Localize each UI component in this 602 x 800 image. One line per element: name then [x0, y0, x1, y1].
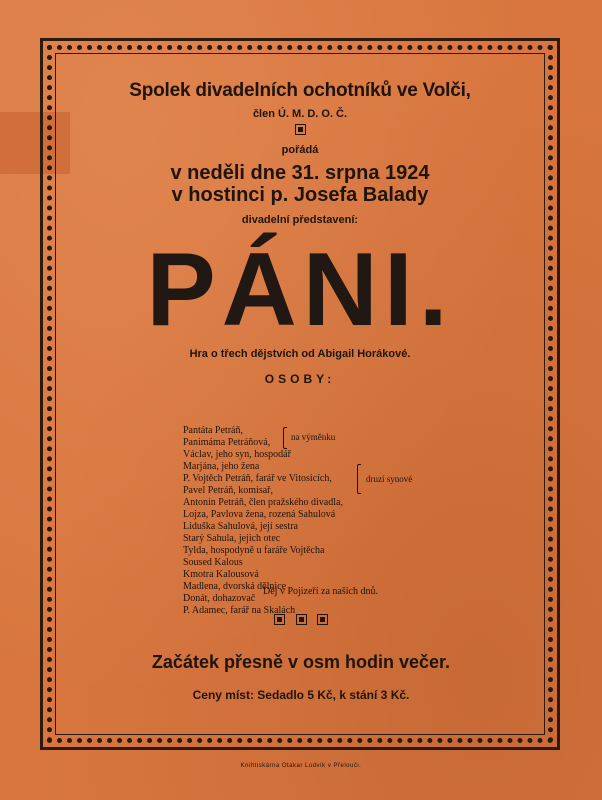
presents-line: pořádá — [281, 144, 319, 156]
cast-item: Donát, dohazovač — [183, 593, 256, 604]
brace-note-parents: na výměnku — [291, 432, 336, 442]
ornament-icon — [295, 124, 306, 135]
poster-header — [60, 80, 540, 386]
cast-item: Pavel Petráň, komisař, — [183, 485, 273, 496]
cast-item: Liduška Sahulová, její sestra — [183, 521, 298, 532]
cast-item: Marjána, jeho žena — [183, 461, 260, 472]
ornament-icon — [296, 614, 307, 625]
cast-heading: OSOBY: — [264, 372, 336, 386]
ornament-icon — [317, 614, 328, 625]
cast-item: Kmotra Kalousová — [183, 569, 259, 580]
play-subtitle: Hra o třech dějstvích od Abigail Horákové. — [189, 348, 411, 360]
society-name: Spolek divadelních ochotníků ve Volči, — [129, 80, 471, 101]
play-title: PÁNI. — [146, 232, 454, 348]
cast-item: Tylda, hospodyně u faráře Vojtěcha — [183, 545, 325, 556]
setting-line: Děj v Pojizeří za našich dnů. — [263, 586, 378, 597]
cast-item: Antonín Petráň, člen pražského divadla, — [183, 497, 343, 508]
ticket-prices: Ceny míst: Sedadlo 5 Kč, k stání 3 Kč. — [192, 688, 410, 702]
cast-item: P. Vojtěch Petráň, farář ve Vitosicích, — [183, 473, 332, 484]
cast-item: Soused Kalous — [183, 557, 243, 568]
printer-credit: Knihtiskárna Otakar Ludvík v Přelouči. — [240, 763, 362, 769]
performance-label: divadelní představení: — [241, 214, 359, 226]
ornament-row — [0, 612, 602, 630]
cast-item: Panimáma Petráňová, — [183, 437, 271, 448]
event-venue: v hostinci p. Josefa Balady — [171, 184, 429, 206]
cast-item: Pantáta Petráň, — [183, 425, 243, 436]
start-time: Začátek přesně v osm hodin večer. — [151, 652, 451, 672]
event-date: v neděli dne 31. srpna 1924 — [170, 162, 430, 184]
brace-bracket — [357, 464, 361, 494]
cast-item: Madlena, dvorská dělnice — [183, 581, 287, 592]
cast-item: Starý Sahula, jejich otec — [183, 533, 281, 544]
brace-note-sons: druzí synové — [366, 474, 413, 484]
cast-item: P. Adamec, farář na Skalách — [183, 605, 296, 616]
ornament-icon — [274, 614, 285, 625]
membership-line: člen Ú. M. D. O. Č. — [252, 108, 348, 120]
brace-bracket — [283, 427, 287, 449]
cast-item: Lojza, Pavlova žena, rozená Sahulová — [183, 509, 336, 520]
cast-item: Václav, jeho syn, hospodář — [183, 449, 291, 460]
